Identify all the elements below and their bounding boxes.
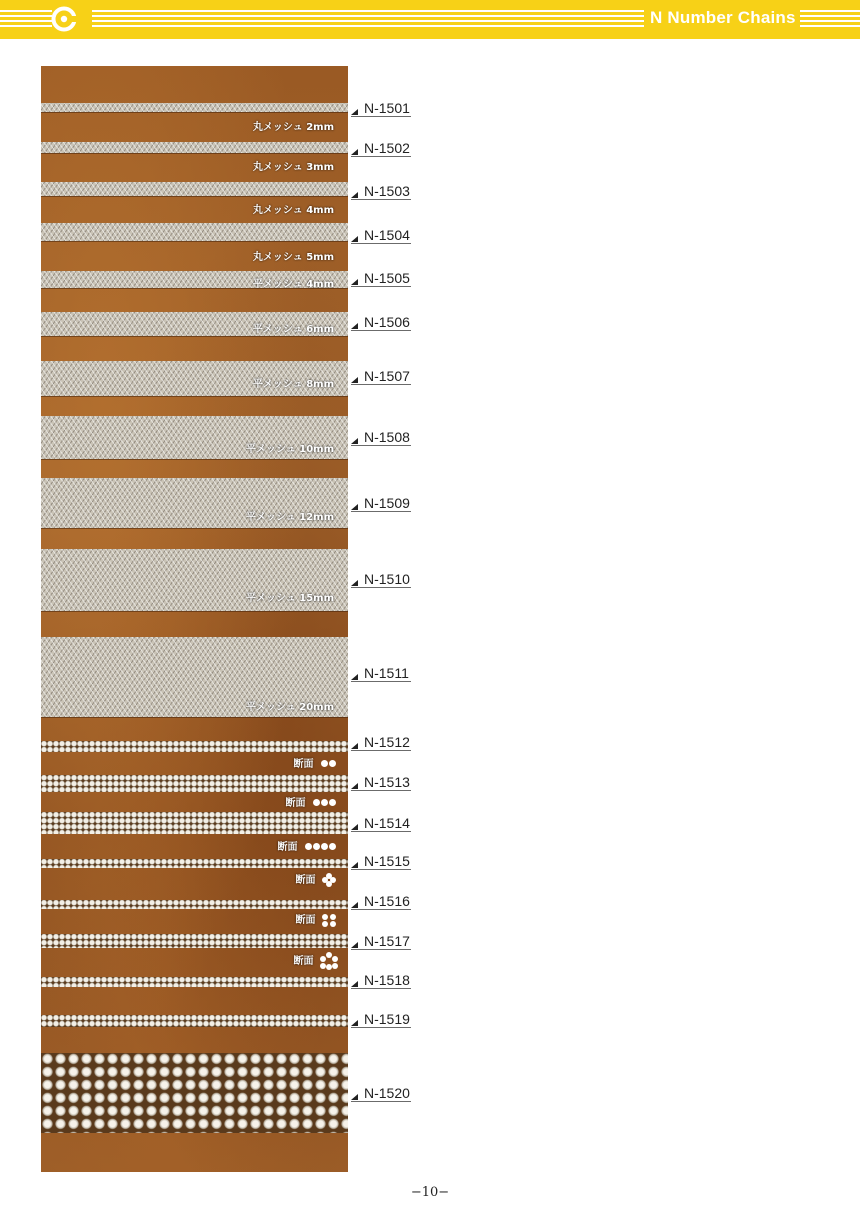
chain-sample-n1516 xyxy=(41,900,348,909)
product-code-n1504: N-1504 xyxy=(351,225,411,244)
pointer-triangle-icon xyxy=(351,377,358,383)
size-label-n1504: 丸メッシュ 5mm xyxy=(252,252,334,263)
size-label-n1516 xyxy=(296,911,336,927)
pointer-triangle-icon xyxy=(351,192,358,198)
product-code-n1510: N-1510 xyxy=(351,569,411,588)
size-label-n1510: 平メッシュ 15mm xyxy=(245,593,334,604)
cross-section-label: 断面 xyxy=(293,759,314,770)
product-code-n1516: N-1516 xyxy=(351,891,411,910)
four-dot-cluster-icon xyxy=(322,873,336,887)
product-code-n1511: N-1511 xyxy=(351,663,411,682)
chain-sample-n1512 xyxy=(41,741,348,752)
size-label-n1513 xyxy=(286,794,336,809)
product-code-n1512: N-1512 xyxy=(351,732,411,751)
six-dot-flower-icon xyxy=(320,952,338,970)
two-dots-row-icon xyxy=(320,759,336,770)
pointer-triangle-icon xyxy=(351,824,358,830)
cross-section-label: 断面 xyxy=(293,956,314,967)
pointer-triangle-icon xyxy=(351,149,358,155)
chain-sample-n1501 xyxy=(41,103,348,112)
product-code-n1509: N-1509 xyxy=(351,493,411,512)
product-code-n1503: N-1503 xyxy=(351,181,411,200)
chain-sample-n1504 xyxy=(41,223,348,241)
chain-photo-panel xyxy=(41,66,348,1172)
cross-section-label: 断面 xyxy=(277,842,298,853)
size-label-n1511: 平メッシュ 20mm xyxy=(245,702,334,713)
pointer-triangle-icon xyxy=(351,109,358,115)
pointer-triangle-icon xyxy=(351,902,358,908)
product-code-n1519: N-1519 xyxy=(351,1009,411,1028)
product-code-n1507: N-1507 xyxy=(351,366,411,385)
pointer-triangle-icon xyxy=(351,1094,358,1100)
four-dot-cluster-icon xyxy=(322,913,336,927)
pointer-triangle-icon xyxy=(351,674,358,680)
product-code-n1501: N-1501 xyxy=(351,98,411,117)
size-label-n1508: 平メッシュ 10mm xyxy=(245,444,334,455)
product-code-n1514: N-1514 xyxy=(351,813,411,832)
pointer-triangle-icon xyxy=(351,580,358,586)
pointer-triangle-icon xyxy=(351,438,358,444)
size-label-n1501: 丸メッシュ 2mm xyxy=(252,122,334,133)
chain-sample-n1517 xyxy=(41,934,348,948)
cross-section-label: 断面 xyxy=(285,798,306,809)
size-label-n1503: 丸メッシュ 4mm xyxy=(252,205,334,216)
pointer-triangle-icon xyxy=(351,279,358,285)
chain-sample-n1513 xyxy=(41,775,348,792)
pointer-triangle-icon xyxy=(351,743,358,749)
size-label-n1506: 平メッシュ 6mm xyxy=(252,324,334,335)
product-code-n1518: N-1518 xyxy=(351,970,411,989)
cross-section-label: 断面 xyxy=(295,915,316,926)
product-code-n1520: N-1520 xyxy=(351,1083,411,1102)
product-code-n1506: N-1506 xyxy=(351,312,411,331)
size-label-n1515 xyxy=(296,871,336,887)
header-band xyxy=(0,0,860,39)
chain-sample-n1515 xyxy=(41,859,348,868)
size-label-n1514 xyxy=(278,838,336,853)
chain-sample-n1519 xyxy=(41,1015,348,1027)
page-number: −10− xyxy=(410,1185,450,1200)
chain-sample-n1514 xyxy=(41,812,348,834)
size-label-n1502: 丸メッシュ 3mm xyxy=(252,162,334,173)
chain-sample-n1503 xyxy=(41,182,348,196)
four-dots-row-icon xyxy=(304,842,336,853)
chain-sample-n1518 xyxy=(41,977,348,987)
product-code-n1508: N-1508 xyxy=(351,427,411,446)
pointer-triangle-icon xyxy=(351,504,358,510)
circular-brand-logo-icon xyxy=(51,6,77,32)
three-dots-row-icon xyxy=(312,798,336,809)
size-label-n1517 xyxy=(294,952,338,970)
header-stripes-middle xyxy=(92,10,644,29)
product-code-n1517: N-1517 xyxy=(351,931,411,950)
product-code-n1513: N-1513 xyxy=(351,772,411,791)
header-stripes-right xyxy=(800,10,860,29)
product-code-n1505: N-1505 xyxy=(351,268,411,287)
size-label-n1509: 平メッシュ 12mm xyxy=(245,512,334,523)
pointer-triangle-icon xyxy=(351,942,358,948)
pointer-triangle-icon xyxy=(351,862,358,868)
pointer-triangle-icon xyxy=(351,323,358,329)
size-label-n1505: 平メッシュ 4mm xyxy=(252,279,334,290)
pointer-triangle-icon xyxy=(351,783,358,789)
pointer-triangle-icon xyxy=(351,981,358,987)
cross-section-label: 断面 xyxy=(295,875,316,886)
product-code-n1515: N-1515 xyxy=(351,851,411,870)
chain-sample-n1520 xyxy=(41,1053,348,1133)
page-title: N Number Chains xyxy=(650,8,796,27)
pointer-triangle-icon xyxy=(351,236,358,242)
product-code-n1502: N-1502 xyxy=(351,138,411,157)
size-label-n1507: 平メッシュ 8mm xyxy=(252,379,334,390)
pointer-triangle-icon xyxy=(351,1020,358,1026)
size-label-n1512 xyxy=(294,755,336,770)
chain-sample-n1502 xyxy=(41,142,348,153)
header-stripes-left xyxy=(0,10,52,29)
